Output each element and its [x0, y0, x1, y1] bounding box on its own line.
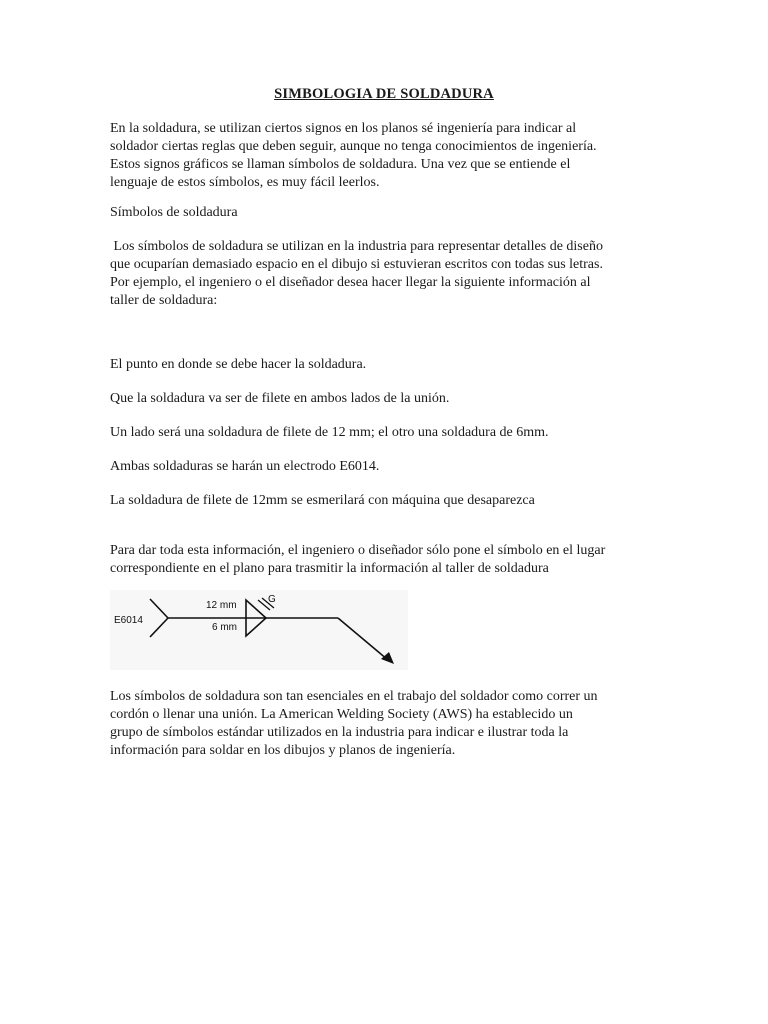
figure-background — [110, 590, 408, 670]
usage-line: Los símbolos de soldadura se utilizan en la industria para representar detalles de diseño — [110, 239, 603, 254]
bottom-size-label: 6 mm — [212, 622, 237, 633]
closing-line: información para soldar en los dibujos y planos de ingeniería. — [110, 743, 456, 758]
info-line: correspondiente en el plano para trasmitir la información al taller de soldadura — [110, 561, 549, 576]
info-paragraph — [110, 542, 670, 578]
list-item — [110, 492, 670, 510]
list-item — [110, 356, 670, 374]
intro-line: soldador ciertas reglas que deben seguir, aunque no tenga conocimientos de ingeniería. — [110, 139, 597, 154]
closing-line: cordón o llenar una unión. La American Welding Society (AWS) ha establecido un — [110, 707, 573, 722]
list-item — [110, 390, 670, 408]
section-heading-text: Símbolos de soldadura — [110, 205, 238, 220]
welding-symbol-diagram — [110, 582, 410, 674]
section-heading — [110, 204, 670, 222]
top-size-label: 12 mm — [206, 600, 237, 611]
usage-line: Por ejemplo, el ingeniero o el diseñador desea hacer llegar la siguiente información al — [110, 275, 591, 290]
intro-line: En la soldadura, se utilizan ciertos signos en los planos sé ingeniería para indicar al — [110, 121, 577, 136]
usage-paragraph — [110, 238, 670, 310]
list-item — [110, 424, 670, 442]
page-title: SIMBOLOGIA DE SOLDADURA — [274, 86, 494, 102]
finish-label: G — [268, 594, 276, 605]
closing-line: grupo de símbolos estándar utilizados en la industria para indicar e ilustrar toda la — [110, 725, 569, 740]
intro-line: Estos signos gráficos se llaman símbolos de soldadura. Una vez que se entiende el — [110, 157, 571, 172]
list-item-text: Ambas soldaduras se harán un electrodo E6014. — [110, 459, 380, 474]
electrode-label: E6014 — [114, 615, 143, 626]
usage-line: que ocuparían demasiado espacio en el dibujo si estuvieran escritos con todas sus letras. — [110, 257, 603, 272]
intro-line: lenguaje de estos símbolos, es muy fácil leerlos. — [110, 175, 380, 190]
welding-symbol-figure — [110, 582, 410, 674]
intro-paragraph — [110, 120, 670, 192]
closing-line: Los símbolos de soldadura son tan esenciales en el trabajo del soldador como correr un — [110, 689, 598, 704]
list-item-text: Un lado será una soldadura de filete de 12 mm; el otro una soldadura de 6mm. — [110, 425, 549, 440]
list-item-text: La soldadura de filete de 12mm se esmerilará con máquina que desaparezca — [110, 493, 535, 508]
list-item — [110, 458, 670, 476]
closing-paragraph — [110, 688, 670, 760]
list-item-text: El punto en donde se debe hacer la soldadura. — [110, 357, 367, 372]
usage-line: taller de soldadura: — [110, 293, 218, 308]
info-line: Para dar toda esta información, el ingeniero o diseñador sólo pone el símbolo en el lugar — [110, 543, 606, 558]
list-item-text: Que la soldadura va ser de filete en ambos lados de la unión. — [110, 391, 450, 406]
